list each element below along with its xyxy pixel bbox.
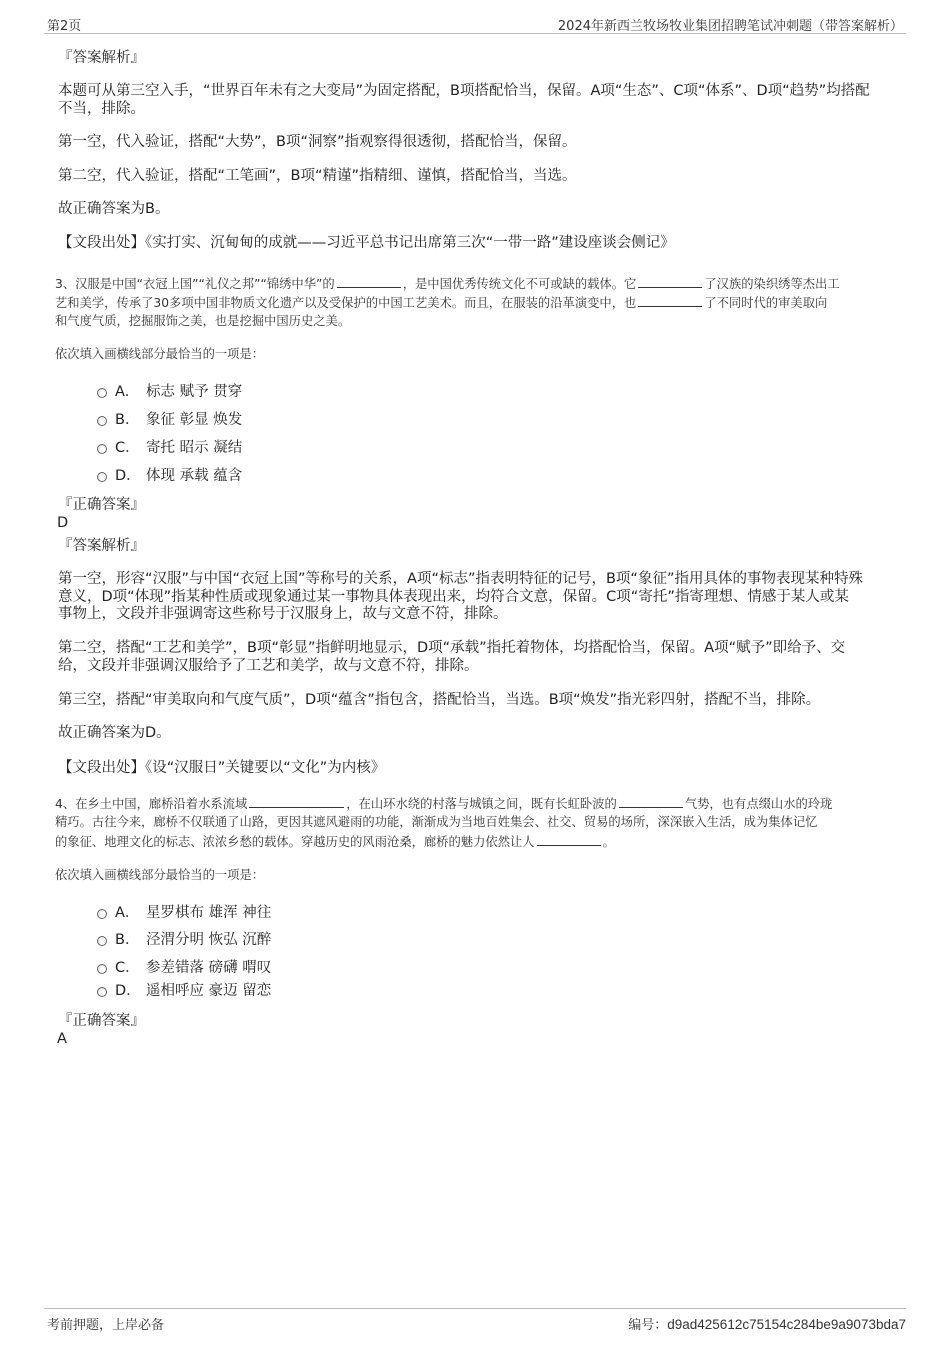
fill-blank	[619, 794, 683, 808]
radio-icon[interactable]	[97, 388, 107, 398]
analysis-paragraph: 本题可从第三空入手，“世界百年未有之大变局”为固定搭配，B项搭配恰当，保留。A项“生态”、C项“体系”、D项“趋势”均搭配	[58, 83, 870, 99]
question-4-prompt: 依次填入画横线部分最恰当的一项是：	[55, 868, 265, 882]
question-4-stem-line: 精巧。古往今来，廊桥不仅联通了山路，更因其遮风避雨的功能，渐渐成为当地百姓集会、社交、贸易的场所，深深嵌入生活，成为集体记忆	[55, 815, 818, 829]
q3-option-c[interactable]: C． 寄托 昭示 凝结	[97, 439, 242, 457]
analysis-paragraph: 故正确答案为D。	[58, 725, 171, 741]
q3-option-b[interactable]: B． 象征 彰显 焕发	[97, 411, 242, 429]
document-title: 2024年新西兰牧场牧业集团招聘笔试冲刺题（带答案解析）	[557, 19, 903, 34]
analysis-paragraph: 事物上，文段并非强调寄这些称号于汉服身上，故与文意不符，排除。	[58, 606, 508, 622]
q4-option-d[interactable]: D． 遥相呼应 豪迈 留恋	[97, 982, 271, 1000]
analysis-paragraph: 给，文段并非强调汉服给予了工艺和美学，故与文意不符，排除。	[58, 658, 479, 674]
q4-option-c[interactable]: C． 参差错落 磅礴 喟叹	[97, 959, 271, 977]
radio-icon[interactable]	[97, 987, 107, 997]
analysis-paragraph: 故正确答案为B。	[58, 201, 170, 217]
question-3-stem-line: 艺和美学，传承了30多项中国非物质文化遗产以及受保护的中国工艺美术。而且，在服装的沿革演变中，也 了不同时代的审美取向	[55, 293, 915, 314]
fill-blank	[537, 832, 601, 846]
question-3-prompt: 依次填入画横线部分最恰当的一项是：	[55, 347, 265, 361]
analysis-paragraph: 第一空，代入验证，搭配“大势”，B项“洞察”指观察得很透彻，搭配恰当，保留。	[58, 134, 577, 150]
correct-answer: D	[57, 515, 69, 531]
radio-icon[interactable]	[97, 936, 107, 946]
analysis-paragraph: 意义，D项“体现”指某种性质或现象通过某一事物具体表现出来，均符合文意，保留。C项“寄托”指寄理想、情感于某人或某	[58, 589, 849, 605]
analysis-paragraph: 第一空，形容“汉服”与中国“衣冠上国”等称号的关系，A项“标志”指表明特征的记号，B项“象征”指用具体的事物表现某种特殊	[58, 571, 863, 587]
q4-option-a[interactable]: A． 星罗棋布 雄浑 神往	[97, 904, 271, 922]
radio-icon[interactable]	[97, 909, 107, 919]
question-3-stem-line: 3、汉服是中国“衣冠上国”“礼仪之邦”“锦绣中华”的 ，是中国优秀传统文化不可或缺的载体。它 了汉族的染织绣等杰出工	[55, 274, 915, 295]
analysis-label: 『答案解析』	[58, 538, 145, 554]
analysis-label: 『答案解析』	[58, 50, 145, 66]
q4-option-b[interactable]: B． 泾渭分明 恢弘 沉醉	[97, 931, 271, 949]
question-4-stem-line: 的象征、地理文化的标志、浓浓乡愁的载体。穿越历史的风雨沧桑，廊桥的魅力依然让人 。	[55, 832, 915, 853]
radio-icon[interactable]	[97, 964, 107, 974]
source-citation: 【文段出处】《设“汉服日”关键要以“文化”为内核》	[58, 760, 386, 776]
q3-option-d[interactable]: D． 体现 承载 蕴含	[97, 467, 242, 485]
page-number: 第2页	[47, 19, 82, 34]
q3-option-a[interactable]: A． 标志 赋予 贯穿	[97, 383, 242, 401]
fill-blank	[638, 274, 702, 288]
analysis-paragraph: 第二空，代入验证，搭配“工笔画”，B项“精谨”指精细、谨慎，搭配恰当，当选。	[58, 168, 577, 184]
analysis-paragraph: 不当，排除。	[58, 101, 145, 117]
header-divider	[44, 33, 906, 34]
fill-blank	[337, 274, 401, 288]
analysis-paragraph: 第二空，搭配“工艺和美学”，B项“彰显”指鲜明地显示，D项“承载”指托着物体，均搭配恰当，保留。A项“赋予”即给予、交	[58, 640, 846, 656]
correct-answer: A	[57, 1031, 67, 1047]
question-4-stem-line: 4、在乡土中国，廊桥沿着水系流域 ，在山环水绕的村落与城镇之间，既有长虹卧波的 气势，也有点缀山水的玲珑	[55, 794, 915, 815]
source-citation: 【文段出处】《实打实、沉甸甸的成就——习近平总书记出席第三次“一带一路”建设座谈会侧记》	[58, 235, 675, 251]
fill-blank	[638, 293, 702, 307]
fill-blank	[249, 794, 344, 808]
footer-divider	[44, 1308, 906, 1309]
correct-answer-label: 『正确答案』	[58, 497, 145, 513]
radio-icon[interactable]	[97, 416, 107, 426]
footer-slogan: 考前押题，上岸必备	[47, 1318, 165, 1333]
radio-icon[interactable]	[97, 472, 107, 482]
question-3-stem-line: 和气度气质，挖掘服饰之美，也是挖掘中国历史之美。	[55, 314, 351, 328]
analysis-paragraph: 第三空，搭配“审美取向和气度气质”，D项“蕴含”指包含，搭配恰当，当选。B项“焕发”指光彩四射，搭配不当，排除。	[58, 692, 821, 708]
radio-icon[interactable]	[97, 444, 107, 454]
correct-answer-label: 『正确答案』	[58, 1013, 145, 1029]
document-code: 编号：d9ad425612c75154c284be9a9073bda7	[628, 1317, 906, 1333]
